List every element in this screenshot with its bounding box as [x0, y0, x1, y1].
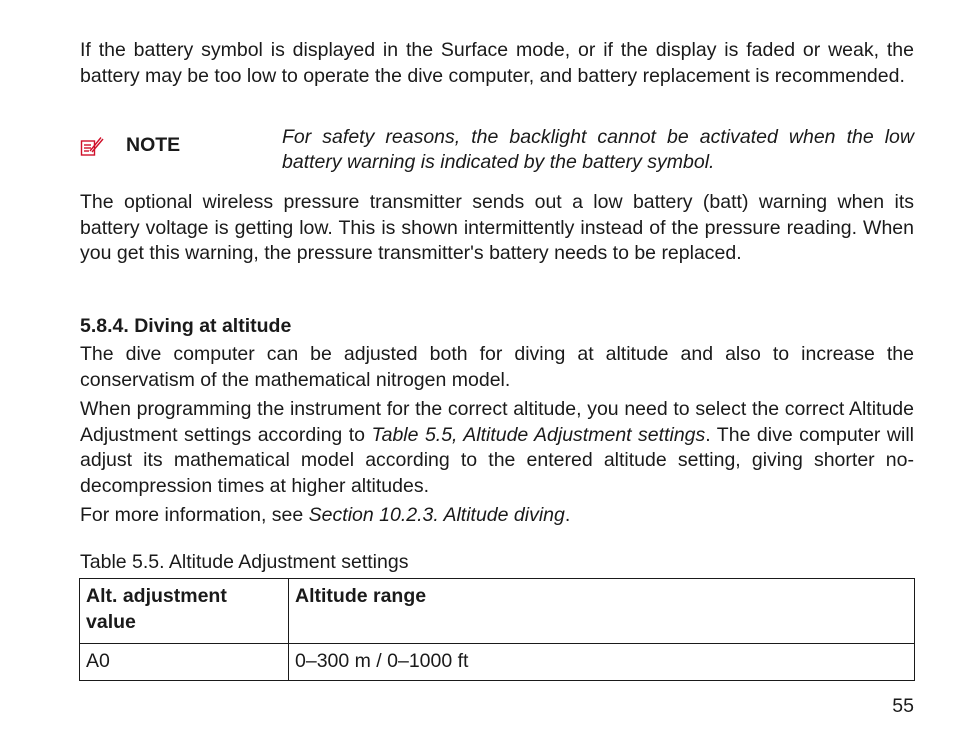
table-reference-link[interactable]: Table 5.5, Altitude Adjustment settings — [371, 423, 706, 446]
note-text: For safety reasons, the backlight cannot be activated when the low battery warning is indicated by the battery symbol. — [282, 126, 914, 173]
page-number: 55 — [892, 695, 914, 717]
table-cell-adjustment-value: A0 — [80, 644, 289, 681]
battery-paragraph: If the battery symbol is displayed in the Surface mode, or if the display is faded or weak, the battery may be too low to operate the dive computer, and battery replacement is recommended. — [80, 39, 914, 87]
programming-text-end: . The dive computer will adjust its mathematical model according to the entered altitude setting, giving shorter no-decompression times at higher altitudes. — [80, 423, 914, 497]
section-reference-link[interactable]: Section 10.2.3. Altitude diving — [308, 504, 565, 526]
programming-text-start: When programming the instrument for the correct altitude, you need to select the correct Altitude Adjustment settings according to — [80, 398, 914, 446]
table-header-alt-adjustment: Alt. adjustment value — [80, 579, 289, 644]
table-header-row — [80, 579, 915, 644]
note-pencil-icon — [80, 136, 104, 158]
table-caption: Table 5.5. Altitude Adjustment settings — [80, 551, 409, 573]
more-info-text-end: . — [564, 504, 571, 526]
programming-paragraph — [80, 397, 914, 499]
table-header-altitude-range: Altitude range — [289, 579, 915, 644]
table-row — [80, 644, 915, 681]
section-heading: 5.8.4. Diving at altitude — [80, 315, 292, 337]
note-label: NOTE — [126, 134, 181, 156]
more-info-text-start: For more information, see — [80, 504, 309, 526]
altitude-intro-paragraph: The dive computer can be adjusted both for diving at altitude and also to increase the conservatism of the mathematical nitrogen model. — [80, 343, 914, 391]
altitude-adjustment-table — [79, 578, 915, 681]
more-info-paragraph — [80, 503, 914, 529]
table-cell-altitude-range: 0–300 m / 0–1000 ft — [289, 644, 915, 681]
transmitter-paragraph: The optional wireless pressure transmitter sends out a low battery (batt) warning when its battery voltage is getting low. This is shown intermittently instead of the pressure reading. When you get this warning, the pressure transmitter's battery needs to be replaced. — [80, 191, 914, 264]
